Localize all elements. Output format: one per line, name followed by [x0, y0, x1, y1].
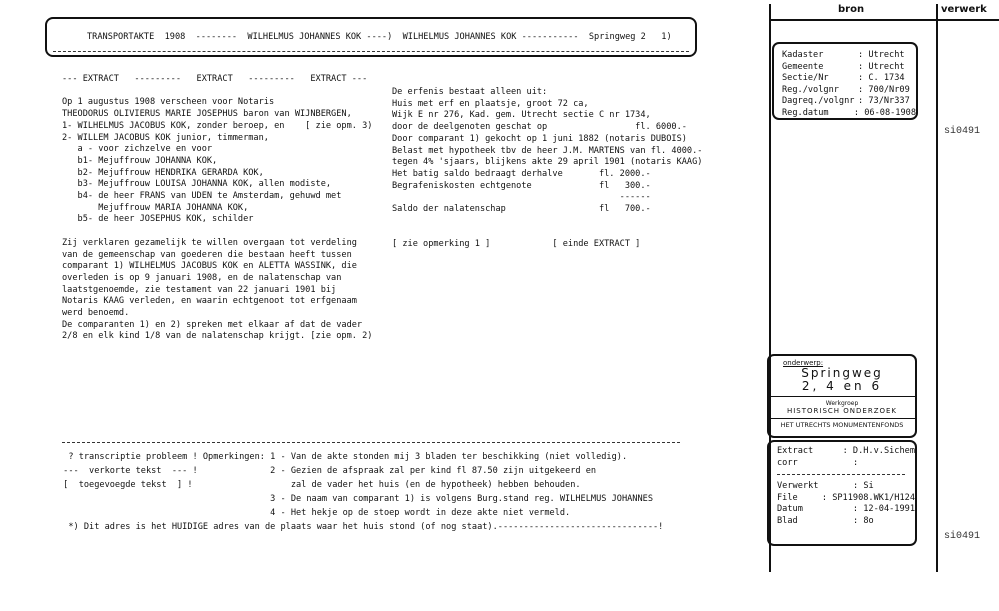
text-line: door de deelgenoten geschat op fl. 6000.-: [392, 122, 687, 133]
info-label: Reg./volgnr: [782, 84, 839, 95]
note-line: --- verkorte tekst --- ! 2 - Gezien de afspraak zal per kind fl 87.50 zijn uitgekeerd en: [58, 466, 597, 476]
text-line: van de gemeenschap van goederen die bestaan heeft tussen: [62, 249, 352, 260]
header-rule: [769, 19, 999, 21]
info-value: : D.H.v.Sichem: [842, 446, 915, 456]
info-value: : 73/Nr337: [858, 96, 910, 106]
info-row: [777, 481, 915, 493]
note-line: 4 - Het hekje op de stoep wordt in deze akte niet vermeld.: [58, 508, 571, 518]
note-line: 3 - De naam van comparant 1) is volgens Burg.stand reg. WILHELMUS JOHANNES: [58, 494, 653, 504]
note-line: ? transcriptie probleem ! Opmerkingen: 1 - Van de akte stonden mij 3 bladen ter beschikking (niet volledig).: [58, 452, 628, 462]
info-row: [777, 446, 915, 458]
info-value: : Si: [853, 481, 874, 491]
text-line: comparant 1) WILHELMUS JACOBUS KOK en ALETTA WASSINK, die: [62, 261, 357, 272]
info-row: [777, 493, 915, 505]
archive-code: si0491: [944, 531, 981, 542]
info-row: [782, 73, 916, 85]
info-value: : C. 1734: [858, 73, 905, 83]
text-line: 1- WILHELMUS JACOBUS KOK, zonder beroep, en [ zie opm. 3): [62, 120, 373, 131]
info-value: : 700/Nr09: [858, 84, 910, 95]
info-row: [782, 85, 916, 97]
text-line: Saldo der nalatenschap fl 700.-: [392, 204, 651, 215]
info-label: Reg.datum: [782, 107, 829, 118]
info-label: corr: [777, 457, 798, 468]
info-label: Sectie/Nr: [782, 73, 829, 83]
text-line: [ zie opmerking 1 ] [ einde EXTRACT ]: [392, 239, 641, 250]
text-line: laatstgenoemde, zie testament van 22 januari 1901 bij: [62, 284, 337, 295]
info-row: [777, 458, 915, 470]
divider: [53, 51, 689, 52]
info-label: Kadaster: [782, 50, 824, 60]
notes-divider: [62, 442, 680, 443]
text-line: Notaris KAAG verleden, en waarin echtgenoot tot erfgenaam: [62, 296, 357, 307]
info-value: : Utrecht: [858, 50, 905, 60]
column-header-bron: bron: [838, 4, 865, 15]
text-line: Mejuffrouw MARIA JOHANNA KOK,: [62, 202, 249, 213]
text-line: b2- Mejuffrouw HENDRIKA GERARDA KOK,: [62, 167, 264, 178]
divider: [777, 474, 905, 475]
extract-left-column: [62, 74, 372, 343]
info-label: Extract: [777, 446, 814, 456]
document-header: [45, 17, 697, 57]
info-value: : 8o: [853, 515, 874, 526]
text-line: 2- WILLEM JACOBUS KOK junior, timmerman,: [62, 132, 269, 143]
note-line: *) Dit adres is het HUIDIGE adres van de plaats waar het huis stond (of nog staat).-------------------------------!: [58, 522, 664, 532]
info-label: Datum: [777, 504, 803, 514]
text-line: b1- Mejuffrouw JOHANNA KOK,: [62, 155, 218, 166]
text-line: Belast met hypotheek tbv de heer J.M. MARTENS van fl. 4000.-: [392, 145, 703, 156]
info-row: [777, 504, 915, 516]
text-line: overleden is op 9 januari 1908, en de nalatenschap van: [62, 272, 342, 283]
text-line: THEODORUS OLIVIERUS MARIE JOSEPHUS baron van WIJNBERGEN,: [62, 109, 352, 120]
text-line: Wijk E nr 276, Kad. gem. Utrecht sectie C nr 1734,: [392, 110, 651, 121]
text-line: --- EXTRACT --------- EXTRACT --------- EXTRACT ---: [62, 74, 368, 84]
text-line: Op 1 augustus 1908 verscheen voor Notaris: [62, 97, 275, 108]
info-row: [782, 62, 916, 74]
processing-info-box: [767, 440, 917, 546]
text-line: werd benoemd.: [62, 308, 130, 319]
info-row: [782, 50, 916, 62]
stamp-label: onderwerp:: [783, 359, 824, 367]
info-row: [782, 108, 916, 120]
column-divider: [936, 4, 938, 572]
info-row: [782, 96, 916, 108]
text-line: De comparanten 1) en 2) spreken met elkaar af dat de vader: [62, 319, 363, 330]
info-value: : 12-04-1991: [852, 504, 915, 514]
text-line: Het batig saldo bedraagt derhalve fl. 2000.-: [392, 168, 651, 179]
info-label: File: [777, 492, 798, 503]
text-line: a - voor zichzelve en voor: [62, 144, 213, 155]
text-line: De erfenis bestaat alleen uit:: [392, 87, 548, 97]
stamp-group-name: HISTORISCH ONDERZOEK: [769, 407, 915, 419]
text-line: [62, 226, 372, 238]
project-stamp: [767, 354, 917, 438]
text-line: Zij verklaren gezamelijk te willen overgaan tot verdeling: [62, 237, 357, 248]
text-line: ------: [392, 192, 651, 203]
text-line: [392, 216, 702, 228]
info-label: Blad: [777, 515, 798, 526]
note-line: [ toegevoegde tekst ] ! zal de vader het huis (en de hypotheek) hebben behouden.: [58, 480, 581, 490]
info-label: Dagreq./volgnr: [782, 96, 855, 106]
info-value: :: [853, 457, 859, 468]
text-line: 2/8 en elk kind 1/8 van de nalatenschap krijgt. [zie opm. 2): [62, 331, 373, 342]
info-value: : SP11908.WK1/H124: [821, 492, 915, 503]
notes-section: [58, 450, 663, 534]
extract-right-column: [392, 87, 702, 251]
info-label: Gemeente: [782, 61, 824, 72]
stamp-street: Springweg: [801, 366, 883, 380]
stamp-org: HET UTRECHTS MONUMENTENFONDS: [780, 421, 904, 429]
text-line: [62, 86, 372, 98]
text-line: Door comparant 1) gekocht op 1 juni 1882 (notaris DUBOIS): [392, 133, 687, 144]
text-line: b5- de heer JOSEPHUS KOK, schilder: [62, 214, 254, 225]
stamp-group: Werkgroep: [825, 400, 859, 407]
column-header-verwerkt: verwerk: [941, 4, 987, 15]
text-line: [392, 227, 702, 239]
info-value: : 06-08-1908: [853, 107, 916, 118]
info-value: : Utrecht: [858, 61, 905, 72]
source-info-box: [772, 42, 918, 120]
info-label: Verwerkt: [777, 481, 819, 491]
text-line: b3- Mejuffrouw LOUISA JOHANNA KOK, allen modiste,: [62, 179, 332, 190]
text-line: b4- de heer FRANS van UDEN te Amsterdam, gehuwd met: [62, 191, 342, 202]
archive-code: si0491: [944, 126, 981, 137]
text-line: Begrafeniskosten echtgenote fl 300.-: [392, 180, 651, 191]
text-line: Huis met erf en plaatsje, groot 72 ca,: [392, 98, 589, 109]
header-title: TRANSPORTAKTE 1908 -------- WILHELMUS JOHANNES KOK ----) WILHELMUS JOHANNES KOK ----------- Springweg 2 1): [87, 32, 672, 42]
stamp-numbers: 2, 4 en 6: [769, 380, 915, 397]
text-line: tegen 4% 'sjaars, blijkens akte 29 april 1901 (notaris KAAG): [392, 157, 703, 168]
info-row: [777, 516, 915, 528]
